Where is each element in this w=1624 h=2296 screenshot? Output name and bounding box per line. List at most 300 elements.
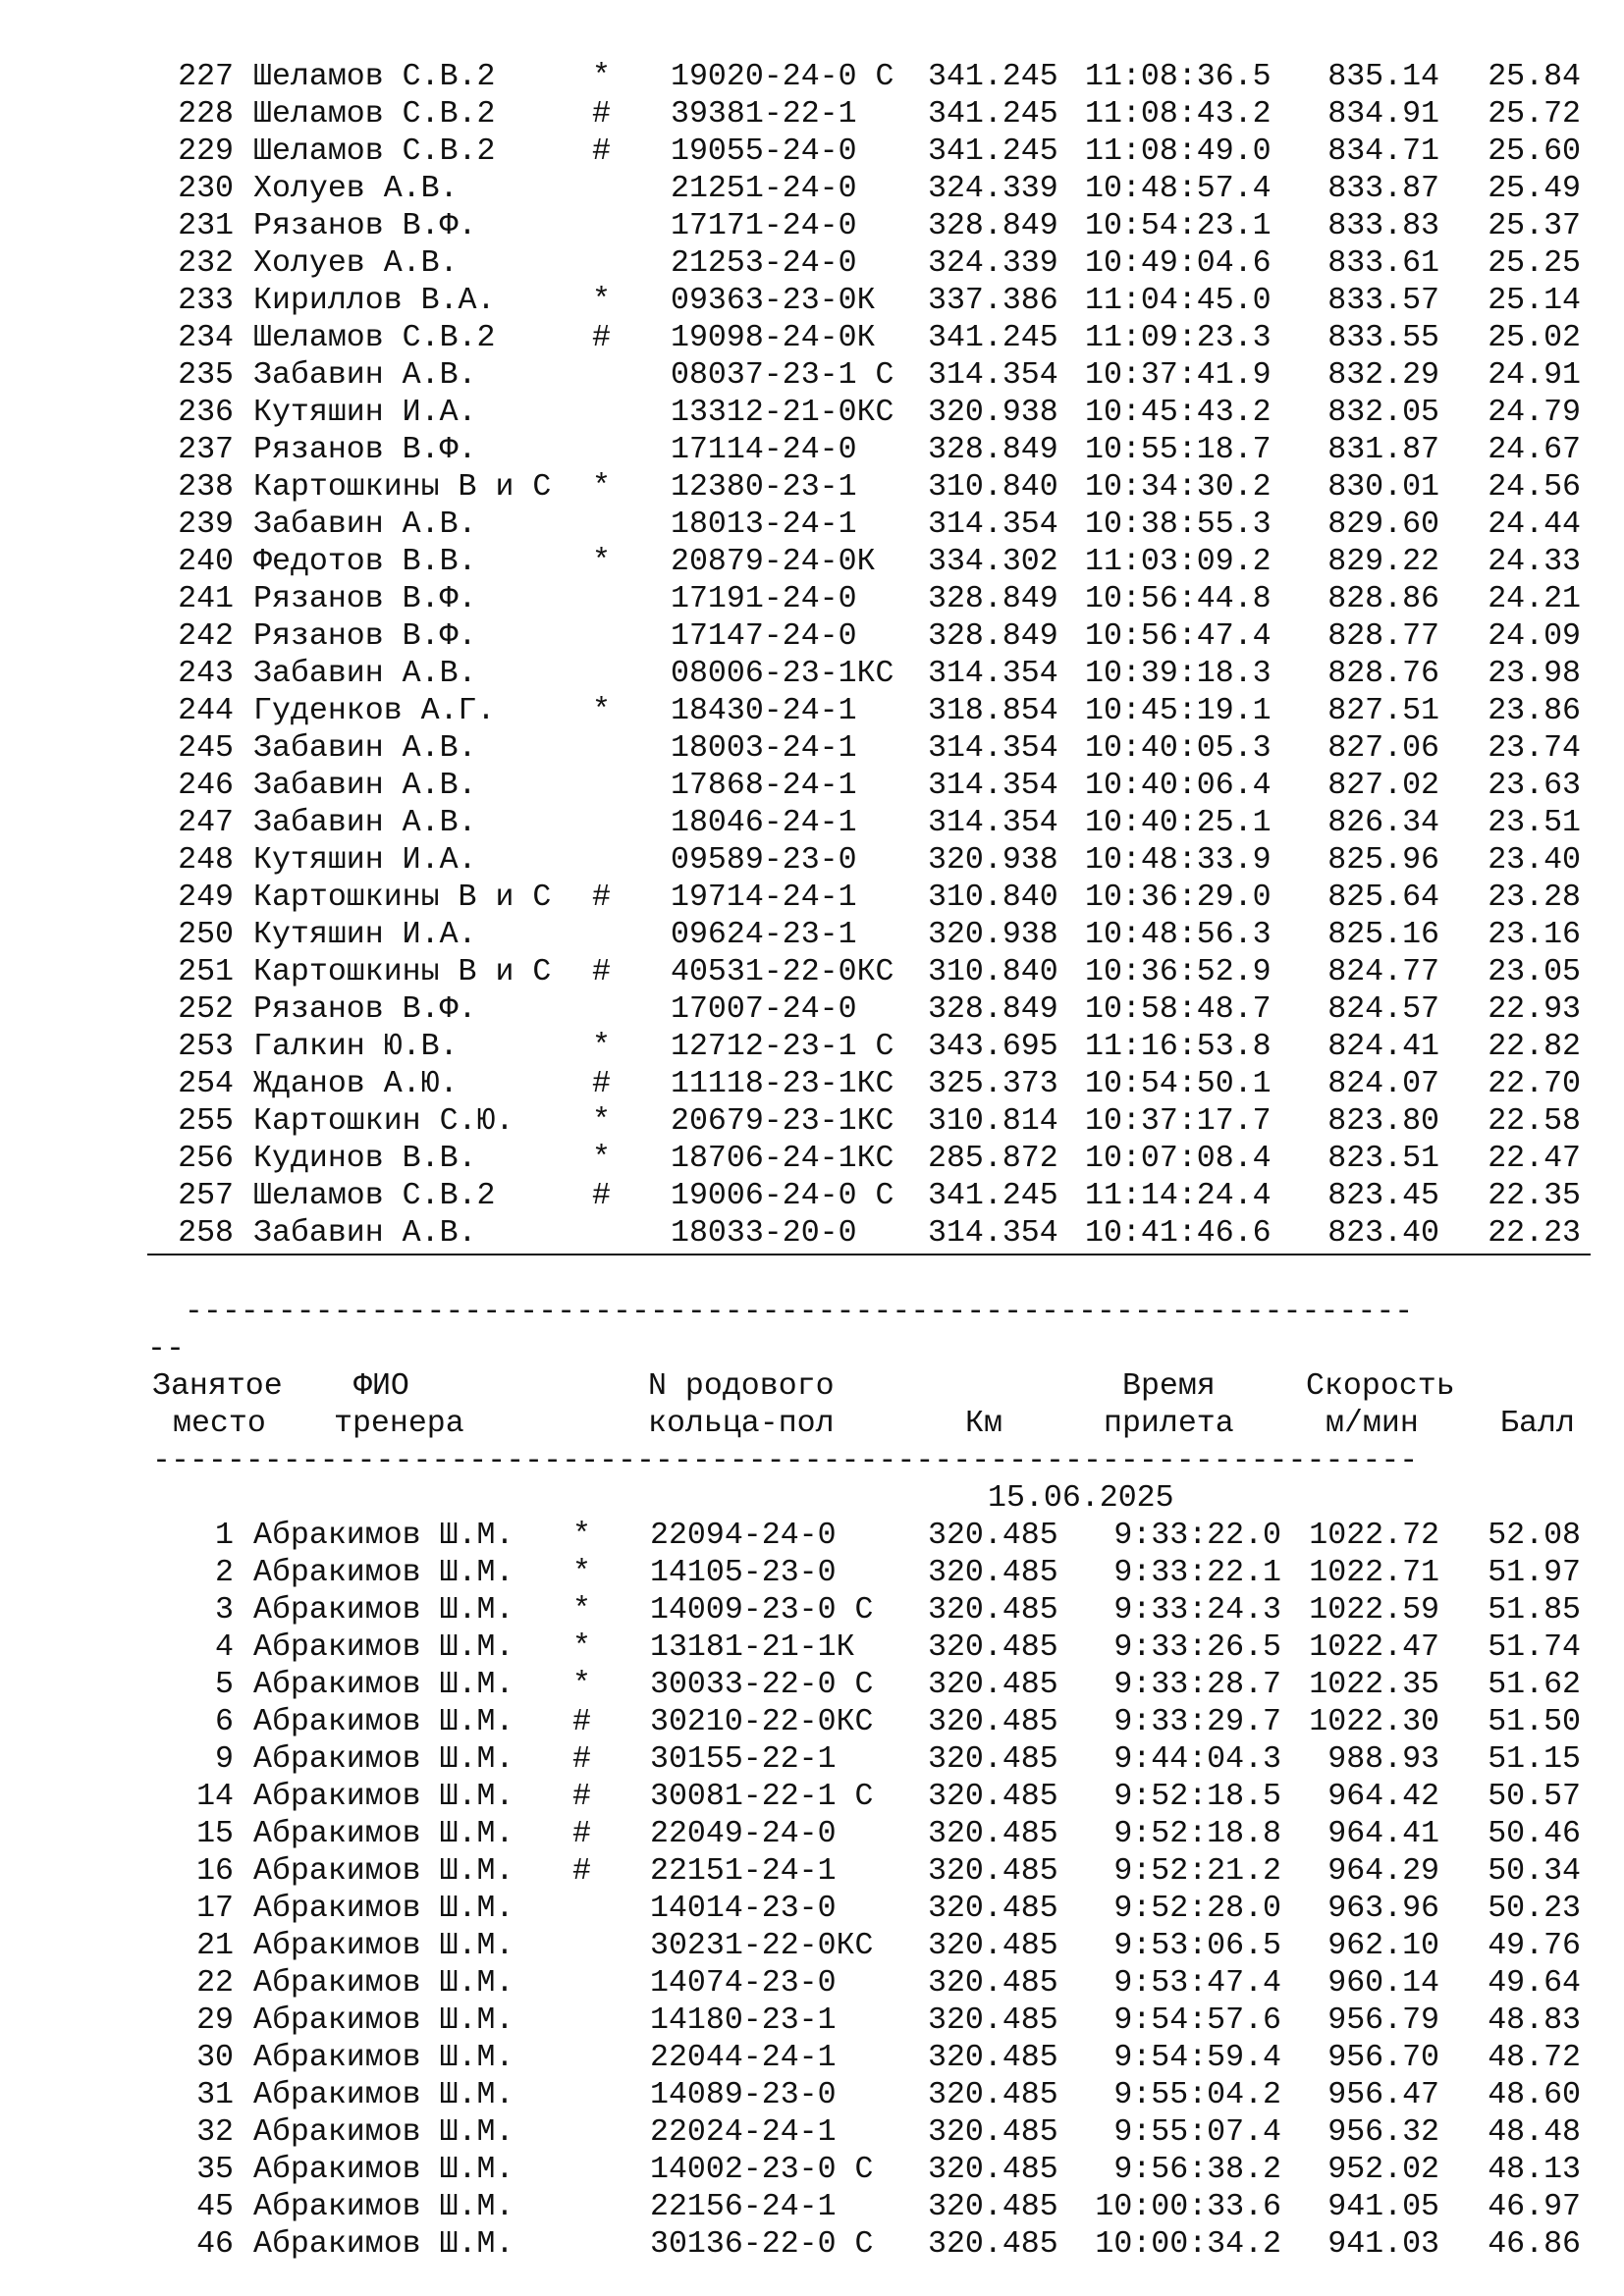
table-row [0,1029,1624,1066]
ring-number-cell: 22156-24-1 [650,2190,837,2224]
km-cell: 320.485 [928,1854,1058,1889]
ball-cell: 51.85 [1488,1593,1581,1628]
speed-cell: 988.93 [1327,1742,1439,1777]
table-row [0,171,1624,208]
arrival-time-cell: 10:36:52.9 [1085,955,1272,989]
speed-cell: 828.86 [1327,582,1439,616]
km-cell: 320.938 [928,843,1058,878]
ball-cell: 50.34 [1488,1854,1581,1889]
arrival-time-cell: 10:34:30.2 [1085,470,1272,505]
ring-number-cell: 14002-23-0 С [650,2153,874,2187]
km-cell: 320.485 [928,1817,1058,1851]
ring-number-cell: 14105-23-0 [650,1556,837,1590]
trainer-name-cell: Рязанов В.Ф. [253,433,477,467]
trainer-name-cell: Абракимов Ш.М. [253,1929,514,1963]
ring-number-cell: 09363-23-0К [671,284,876,318]
table-row [0,1518,1624,1555]
speed-cell: 952.02 [1327,2153,1439,2187]
place-cell: 2 [215,1556,234,1590]
ring-number-cell: 17171-24-0 [671,209,857,243]
header-place: Занятое [152,1369,283,1404]
ring-number-cell: 08037-23-1 С [671,358,894,393]
ball-cell: 51.74 [1488,1630,1581,1665]
trainer-name-cell: Абракимов Ш.М. [253,1556,514,1590]
arrival-time-cell: 10:40:05.3 [1085,731,1272,766]
ball-cell: 48.48 [1488,2115,1581,2150]
table-row [0,842,1624,880]
table-row [0,507,1624,544]
speed-cell: 824.57 [1327,992,1439,1027]
arrival-time-cell: 10:49:04.6 [1085,246,1272,281]
place-cell: 236 [178,396,234,430]
speed-cell: 833.57 [1327,284,1439,318]
km-cell: 320.485 [928,1705,1058,1739]
trainer-name-cell: Шеламов С.В.2 [253,60,496,94]
km-cell: 314.354 [928,806,1058,840]
arrival-time-cell: 11:09:23.3 [1085,321,1272,355]
mark-cell: # [592,1179,611,1213]
ring-number-cell: 18706-24-1КС [671,1142,894,1176]
table-row [0,1704,1624,1741]
trainer-name-cell: Рязанов В.Ф. [253,582,477,616]
place-cell: 45 [196,2190,234,2224]
table-row [0,432,1624,469]
trainer-name-cell: Абракимов Ш.М. [253,2115,514,2150]
km-cell: 320.485 [928,1630,1058,1665]
trainer-name-cell: Галкин Ю.В. [253,1030,459,1064]
place-cell: 238 [178,470,234,505]
trainer-name-cell: Картошкины В и С [253,955,552,989]
arrival-time-cell: 9:52:28.0 [1113,1892,1281,1926]
ball-cell: 51.50 [1488,1705,1581,1739]
arrival-time-cell: 9:44:04.3 [1113,1742,1281,1777]
km-cell: 320.485 [928,2078,1058,2112]
ring-number-cell: 17114-24-0 [671,433,857,467]
arrival-time-cell: 10:48:33.9 [1085,843,1272,878]
trainer-name-cell: Абракимов Ш.М. [253,1705,514,1739]
km-cell: 341.245 [928,1179,1058,1213]
table-row [0,245,1624,283]
table-row [0,1592,1624,1629]
header-ring-2: кольца-пол [648,1407,835,1441]
km-cell: 320.485 [928,2115,1058,2150]
trainer-name-cell: Федотов В.В. [253,545,477,579]
trainer-name-cell: Абракимов Ш.М. [253,2041,514,2075]
speed-cell: 824.07 [1327,1067,1439,1101]
ball-cell: 23.51 [1488,806,1581,840]
trainer-name-cell: Забавин А.В. [253,507,477,542]
trainer-name-cell: Абракимов Ш.М. [253,1966,514,2001]
ball-cell: 24.91 [1488,358,1581,393]
km-cell: 320.485 [928,2190,1058,2224]
trainer-name-cell: Абракимов Ш.М. [253,1519,514,1553]
trainer-name-cell: Рязанов В.Ф. [253,619,477,654]
ring-number-cell: 30033-22-0 С [650,1668,874,1702]
ball-cell: 23.98 [1488,657,1581,691]
mark-cell: # [592,955,611,989]
ring-number-cell: 21253-24-0 [671,246,857,281]
ring-number-cell: 22094-24-0 [650,1519,837,1553]
table-row [0,880,1624,917]
arrival-time-cell: 10:07:08.4 [1085,1142,1272,1176]
place-cell: 255 [178,1104,234,1139]
ball-cell: 22.70 [1488,1067,1581,1101]
trainer-name-cell: Абракимов Ш.М. [253,1742,514,1777]
table-row [0,656,1624,693]
place-cell: 9 [215,1742,234,1777]
place-cell: 247 [178,806,234,840]
speed-cell: 828.77 [1327,619,1439,654]
dash-separator-top: ------------------------------------------------------------------ [147,1295,1414,1329]
arrival-time-cell: 9:55:04.2 [1113,2078,1281,2112]
arrival-time-cell: 9:52:18.5 [1113,1780,1281,1814]
trainer-name-cell: Шеламов С.В.2 [253,97,496,132]
trainer-name-cell: Абракимов Ш.М. [253,1630,514,1665]
arrival-time-cell: 10:38:55.3 [1085,507,1272,542]
place-cell: 14 [196,1780,234,1814]
table-row [0,581,1624,618]
ring-number-cell: 22151-24-1 [650,1854,837,1889]
ball-cell: 52.08 [1488,1519,1581,1553]
arrival-time-cell: 9:53:47.4 [1113,1966,1281,2001]
table-end-rule [147,1254,1591,1255]
table-row [0,991,1624,1029]
mark-cell: * [592,694,611,728]
ball-cell: 24.33 [1488,545,1581,579]
table-row [0,730,1624,768]
ring-number-cell: 22024-24-1 [650,2115,837,2150]
arrival-time-cell: 11:08:36.5 [1085,60,1272,94]
header-ball: Балл [1500,1407,1575,1441]
ring-number-cell: 39381-22-1 [671,97,857,132]
table-row [0,133,1624,171]
place-cell: 245 [178,731,234,766]
ball-cell: 24.79 [1488,396,1581,430]
arrival-time-cell: 11:03:09.2 [1085,545,1272,579]
place-cell: 21 [196,1929,234,1963]
ball-cell: 51.97 [1488,1556,1581,1590]
km-cell: 341.245 [928,321,1058,355]
place-cell: 228 [178,97,234,132]
speed-cell: 1022.35 [1309,1668,1439,1702]
place-cell: 3 [215,1593,234,1628]
arrival-time-cell: 10:54:23.1 [1085,209,1272,243]
ring-number-cell: 30155-22-1 [650,1742,837,1777]
arrival-time-cell: 9:54:59.4 [1113,2041,1281,2075]
trainer-name-cell: Кутяшин И.А. [253,396,477,430]
km-cell: 320.485 [928,1668,1058,1702]
ring-number-cell: 22044-24-1 [650,2041,837,2075]
header-ring: N родового [648,1369,835,1404]
table-row [0,1853,1624,1891]
km-cell: 328.849 [928,433,1058,467]
trainer-name-cell: Абракимов Ш.М. [253,1668,514,1702]
place-cell: 32 [196,2115,234,2150]
speed-cell: 956.70 [1327,2041,1439,2075]
speed-cell: 964.29 [1327,1854,1439,1889]
table-row [0,544,1624,581]
trainer-name-cell: Кудинов В.В. [253,1142,477,1176]
place-cell: 258 [178,1216,234,1251]
km-cell: 314.354 [928,731,1058,766]
table-row [0,1103,1624,1141]
ball-cell: 25.14 [1488,284,1581,318]
speed-cell: 956.79 [1327,2003,1439,2038]
arrival-time-cell: 9:33:22.0 [1113,1519,1281,1553]
speed-cell: 963.96 [1327,1892,1439,1926]
trainer-name-cell: Кутяшин И.А. [253,843,477,878]
trainer-name-cell: Абракимов Ш.М. [253,1817,514,1851]
km-cell: 320.485 [928,1556,1058,1590]
speed-cell: 1022.72 [1309,1519,1439,1553]
arrival-time-cell: 9:33:26.5 [1113,1630,1281,1665]
place-cell: 235 [178,358,234,393]
trainer-name-cell: Абракимов Ш.М. [253,2003,514,2038]
speed-cell: 1022.47 [1309,1630,1439,1665]
trainer-name-cell: Абракимов Ш.М. [253,1892,514,1926]
km-cell: 320.938 [928,918,1058,952]
ball-cell: 25.84 [1488,60,1581,94]
arrival-time-cell: 11:14:24.4 [1085,1179,1272,1213]
ball-cell: 50.23 [1488,1892,1581,1926]
trainer-name-cell: Абракимов Ш.М. [253,1593,514,1628]
trainer-name-cell: Кутяшин И.А. [253,918,477,952]
table-row [0,1555,1624,1592]
speed-cell: 941.03 [1327,2227,1439,2262]
mark-cell: * [592,470,611,505]
ball-cell: 50.46 [1488,1817,1581,1851]
ring-number-cell: 09624-23-1 [671,918,857,952]
mark-cell: * [592,284,611,318]
arrival-time-cell: 10:45:19.1 [1085,694,1272,728]
speed-cell: 829.22 [1327,545,1439,579]
trainer-name-cell: Рязанов В.Ф. [253,209,477,243]
table-row [0,1928,1624,1965]
trainer-name-cell: Картошкины В и С [253,881,552,915]
table-row [0,59,1624,96]
ball-cell: 25.02 [1488,321,1581,355]
ball-cell: 22.82 [1488,1030,1581,1064]
ball-cell: 46.86 [1488,2227,1581,2262]
trainer-name-cell: Шеламов С.В.2 [253,1179,496,1213]
ring-number-cell: 22049-24-0 [650,1817,837,1851]
ring-number-cell: 18003-24-1 [671,731,857,766]
speed-cell: 823.40 [1327,1216,1439,1251]
trainer-name-cell: Забавин А.В. [253,1216,477,1251]
ring-number-cell: 20879-24-0К [671,545,876,579]
ring-number-cell: 14074-23-0 [650,1966,837,2001]
table-row [0,208,1624,245]
ball-cell: 48.13 [1488,2153,1581,2187]
speed-cell: 824.41 [1327,1030,1439,1064]
ball-cell: 25.37 [1488,209,1581,243]
ball-cell: 25.60 [1488,134,1581,169]
mark-cell: * [572,1630,591,1665]
ball-cell: 48.83 [1488,2003,1581,2038]
place-cell: 35 [196,2153,234,2187]
ball-cell: 46.97 [1488,2190,1581,2224]
ring-number-cell: 13312-21-0КС [671,396,894,430]
dash-separator-wrap: -- [147,1332,185,1366]
place-cell: 229 [178,134,234,169]
place-cell: 22 [196,1966,234,2001]
ring-number-cell: 30210-22-0КС [650,1705,874,1739]
km-cell: 314.354 [928,507,1058,542]
speed-cell: 826.34 [1327,806,1439,840]
table-row [0,96,1624,133]
ball-cell: 22.23 [1488,1216,1581,1251]
place-cell: 239 [178,507,234,542]
mark-cell: # [592,881,611,915]
place-cell: 256 [178,1142,234,1176]
place-cell: 233 [178,284,234,318]
place-cell: 243 [178,657,234,691]
ring-number-cell: 17147-24-0 [671,619,857,654]
speed-cell: 823.45 [1327,1179,1439,1213]
table-row [0,1629,1624,1667]
arrival-time-cell: 10:45:43.2 [1085,396,1272,430]
ball-cell: 23.05 [1488,955,1581,989]
speed-cell: 1022.71 [1309,1556,1439,1590]
km-cell: 328.849 [928,619,1058,654]
ball-cell: 25.72 [1488,97,1581,132]
place-cell: 6 [215,1705,234,1739]
ball-cell: 25.49 [1488,172,1581,206]
ring-number-cell: 18033-20-0 [671,1216,857,1251]
ring-number-cell: 30231-22-0КС [650,1929,874,1963]
km-cell: 320.938 [928,396,1058,430]
place-cell: 251 [178,955,234,989]
speed-cell: 832.05 [1327,396,1439,430]
ring-number-cell: 19006-24-0 С [671,1179,894,1213]
km-cell: 320.485 [928,1892,1058,1926]
table-row [0,693,1624,730]
speed-cell: 825.96 [1327,843,1439,878]
speed-cell: 964.41 [1327,1817,1439,1851]
trainer-name-cell: Шеламов С.В.2 [253,321,496,355]
speed-cell: 825.16 [1327,918,1439,952]
km-cell: 341.245 [928,134,1058,169]
table-row [0,395,1624,432]
arrival-time-cell: 10:55:18.7 [1085,433,1272,467]
table-row [0,2114,1624,2152]
speed-cell: 831.87 [1327,433,1439,467]
place-cell: 230 [178,172,234,206]
speed-cell: 962.10 [1327,1929,1439,1963]
place-cell: 17 [196,1892,234,1926]
ball-cell: 23.74 [1488,731,1581,766]
ring-number-cell: 30136-22-0 С [650,2227,874,2262]
arrival-time-cell: 10:54:50.1 [1085,1067,1272,1101]
km-cell: 320.485 [928,1742,1058,1777]
mark-cell: * [592,545,611,579]
ring-number-cell: 19098-24-0К [671,321,876,355]
mark-cell: * [592,60,611,94]
place-cell: 246 [178,769,234,803]
arrival-time-cell: 10:56:47.4 [1085,619,1272,654]
ball-cell: 23.86 [1488,694,1581,728]
km-cell: 320.485 [928,2153,1058,2187]
place-cell: 242 [178,619,234,654]
speed-cell: 830.01 [1327,470,1439,505]
place-cell: 237 [178,433,234,467]
header-row-2 [0,1406,1624,1443]
mark-cell: * [592,1030,611,1064]
mark-cell: * [572,1593,591,1628]
km-cell: 310.840 [928,955,1058,989]
km-cell: 314.354 [928,769,1058,803]
trainer-name-cell: Шеламов С.В.2 [253,134,496,169]
ring-number-cell: 19020-24-0 С [671,60,894,94]
ball-cell: 23.63 [1488,769,1581,803]
table-row [0,1066,1624,1103]
ball-cell: 22.47 [1488,1142,1581,1176]
trainer-name-cell: Забавин А.В. [253,657,477,691]
arrival-time-cell: 11:08:43.2 [1085,97,1272,132]
ball-cell: 25.25 [1488,246,1581,281]
km-cell: 328.849 [928,582,1058,616]
ball-cell: 24.09 [1488,619,1581,654]
table-row [0,1779,1624,1816]
ring-number-cell: 13181-21-1К [650,1630,855,1665]
header-time-2: прилета [1104,1407,1234,1441]
speed-cell: 964.42 [1327,1780,1439,1814]
ring-number-cell: 19055-24-0 [671,134,857,169]
km-cell: 285.872 [928,1142,1058,1176]
ring-number-cell: 30081-22-1 С [650,1780,874,1814]
place-cell: 227 [178,60,234,94]
arrival-time-cell: 10:37:41.9 [1085,358,1272,393]
mark-cell: * [592,1104,611,1139]
place-cell: 252 [178,992,234,1027]
mark-cell: # [592,1067,611,1101]
km-cell: 310.814 [928,1104,1058,1139]
ball-cell: 24.56 [1488,470,1581,505]
ball-cell: 48.60 [1488,2078,1581,2112]
place-cell: 250 [178,918,234,952]
ball-cell: 49.64 [1488,1966,1581,2001]
table-row [0,1816,1624,1853]
table-row [0,1891,1624,1928]
km-cell: 320.485 [928,1593,1058,1628]
place-cell: 46 [196,2227,234,2262]
place-cell: 16 [196,1854,234,1889]
ball-cell: 24.67 [1488,433,1581,467]
ball-cell: 22.93 [1488,992,1581,1027]
table-row [0,618,1624,656]
km-cell: 314.354 [928,657,1058,691]
place-cell: 1 [215,1519,234,1553]
speed-cell: 941.05 [1327,2190,1439,2224]
ring-number-cell: 12380-23-1 [671,470,857,505]
speed-cell: 829.60 [1327,507,1439,542]
trainer-name-cell: Картошкин С.Ю. [253,1104,514,1139]
arrival-time-cell: 9:52:18.8 [1113,1817,1281,1851]
place-cell: 240 [178,545,234,579]
place-cell: 31 [196,2078,234,2112]
km-cell: 310.840 [928,881,1058,915]
header-row-1 [0,1368,1624,1406]
trainer-name-cell: Абракимов Ш.М. [253,1780,514,1814]
km-cell: 337.386 [928,284,1058,318]
trainer-name-cell: Забавин А.В. [253,806,477,840]
table-row [0,357,1624,395]
arrival-time-cell: 10:39:18.3 [1085,657,1272,691]
date-label: 15.06.2025 [988,1481,1174,1516]
table-row [0,283,1624,320]
km-cell: 324.339 [928,246,1058,281]
table-row [0,469,1624,507]
